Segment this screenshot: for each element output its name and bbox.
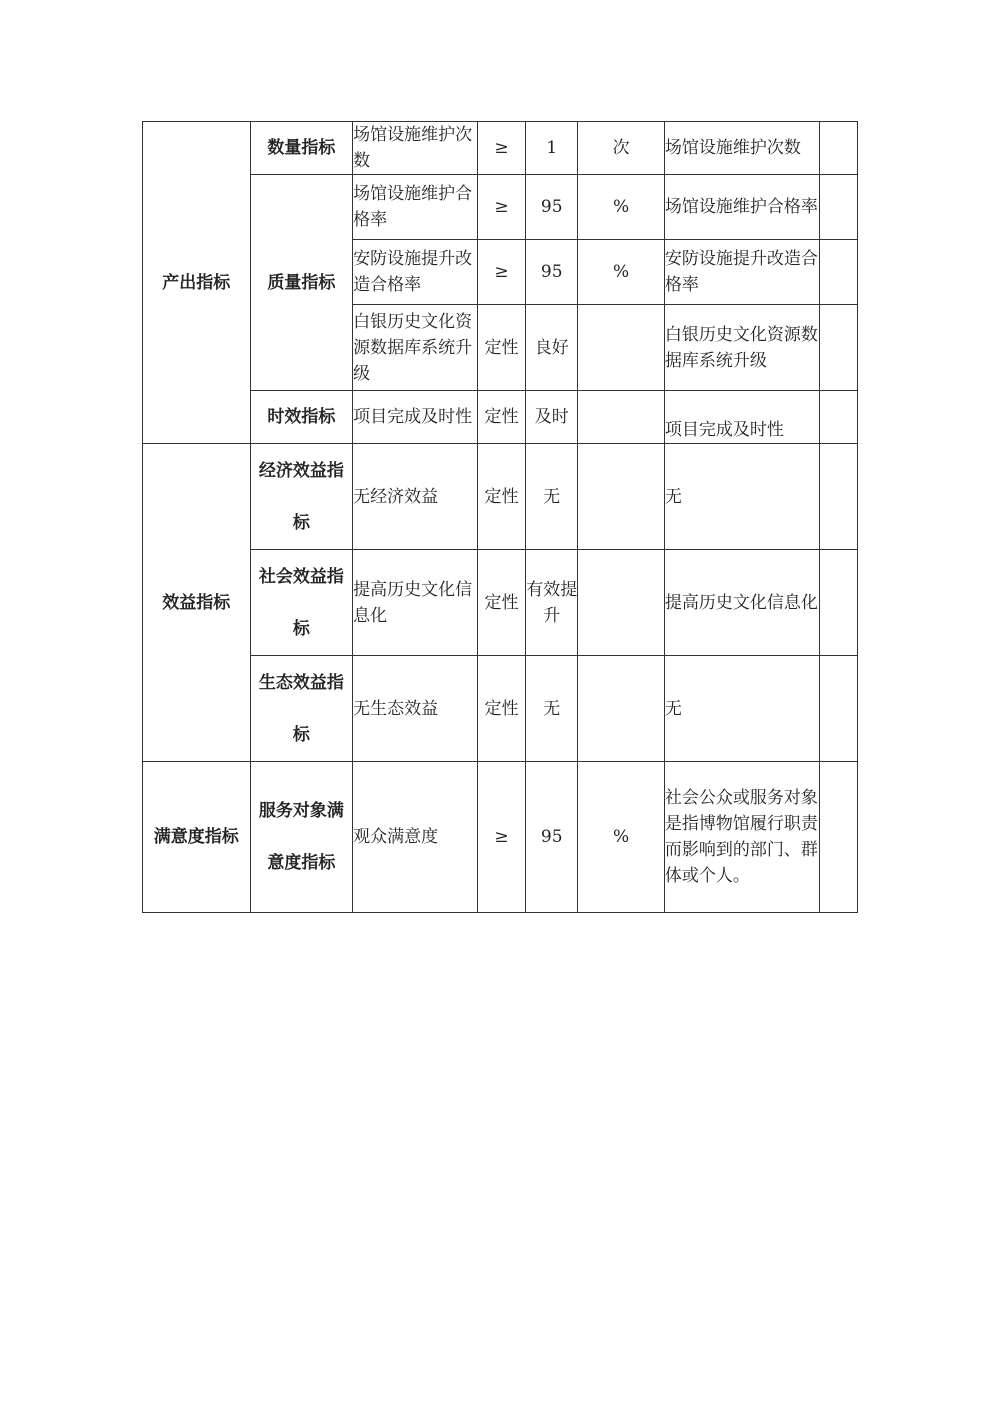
- indicator-description: 无: [664, 444, 819, 550]
- indicator-unit: [578, 444, 664, 550]
- indicator-unit: [578, 656, 664, 762]
- indicator-unit: 次: [578, 122, 664, 175]
- indicator-value: 95: [526, 240, 578, 305]
- level1-label: 产出指标: [143, 122, 251, 444]
- indicator-operator: ≥: [477, 240, 525, 305]
- indicator-value: 良好: [526, 305, 578, 391]
- indicator-value: 1: [526, 122, 578, 175]
- indicator-operator: 定性: [477, 305, 525, 391]
- blank-cell: [819, 240, 857, 305]
- indicator-value: 无: [526, 656, 578, 762]
- level1-label: 效益指标: [143, 444, 251, 762]
- table-row: [143, 656, 858, 762]
- blank-cell: [819, 656, 857, 762]
- indicator-value: 95: [526, 762, 578, 913]
- indicator-operator: ≥: [477, 175, 525, 240]
- performance-indicator-table: [142, 121, 858, 913]
- indicator-value: 及时: [526, 391, 578, 444]
- blank-cell: [819, 305, 857, 391]
- indicator-value: 95: [526, 175, 578, 240]
- indicator-name: 提高历史文化信息化: [353, 550, 478, 656]
- blank-cell: [819, 444, 857, 550]
- blank-cell: [819, 175, 857, 240]
- table-row: [143, 175, 858, 240]
- table-row: [143, 444, 858, 550]
- blank-cell: [819, 762, 857, 913]
- indicator-description: 提高历史文化信息化: [664, 550, 819, 656]
- indicator-name: 安防设施提升改造合格率: [353, 240, 478, 305]
- level2-label: 质量指标: [250, 175, 353, 391]
- indicator-description: 安防设施提升改造合格率: [664, 240, 819, 305]
- level1-label: 满意度指标: [143, 762, 251, 913]
- level2-label: 生态效益指标: [250, 656, 353, 762]
- blank-cell: [819, 391, 857, 444]
- indicator-operator: ≥: [477, 762, 525, 913]
- table-row: [143, 391, 858, 444]
- indicator-name: 白银历史文化资源数据库系统升级: [353, 305, 478, 391]
- indicator-operator: 定性: [477, 391, 525, 444]
- indicator-operator: 定性: [477, 550, 525, 656]
- indicator-unit: [578, 550, 664, 656]
- table-row: [143, 122, 858, 175]
- indicator-name: 场馆设施维护合格率: [353, 175, 478, 240]
- level2-label: 时效指标: [250, 391, 353, 444]
- blank-cell: [819, 550, 857, 656]
- indicator-operator: 定性: [477, 656, 525, 762]
- indicator-unit: %: [578, 240, 664, 305]
- indicator-name: 项目完成及时性: [353, 391, 478, 444]
- indicator-description: 项目完成及时性: [664, 391, 819, 444]
- level2-label: 数量指标: [250, 122, 353, 175]
- indicator-unit: [578, 391, 664, 444]
- indicator-name: 观众满意度: [353, 762, 478, 913]
- level2-label: 经济效益指标: [250, 444, 353, 550]
- indicator-description: 场馆设施维护次数: [664, 122, 819, 175]
- table-row: [143, 550, 858, 656]
- indicator-value: 无: [526, 444, 578, 550]
- level2-label: 社会效益指标: [250, 550, 353, 656]
- table-row: [143, 762, 858, 913]
- blank-cell: [819, 122, 857, 175]
- indicator-value: 有效提升: [526, 550, 578, 656]
- indicator-name: 场馆设施维护次数: [353, 122, 478, 175]
- indicator-unit: %: [578, 175, 664, 240]
- indicator-unit: %: [578, 762, 664, 913]
- indicator-description: 无: [664, 656, 819, 762]
- indicator-unit: [578, 305, 664, 391]
- level2-label: 服务对象满意度指标: [250, 762, 353, 913]
- indicator-operator: ≥: [477, 122, 525, 175]
- indicator-description: 社会公众或服务对象是指博物馆履行职责而影响到的部门、群体或个人。: [664, 762, 819, 913]
- indicator-name: 无经济效益: [353, 444, 478, 550]
- indicator-name: 无生态效益: [353, 656, 478, 762]
- indicator-operator: 定性: [477, 444, 525, 550]
- indicator-description: 白银历史文化资源数据库系统升级: [664, 305, 819, 391]
- indicator-description: 场馆设施维护合格率: [664, 175, 819, 240]
